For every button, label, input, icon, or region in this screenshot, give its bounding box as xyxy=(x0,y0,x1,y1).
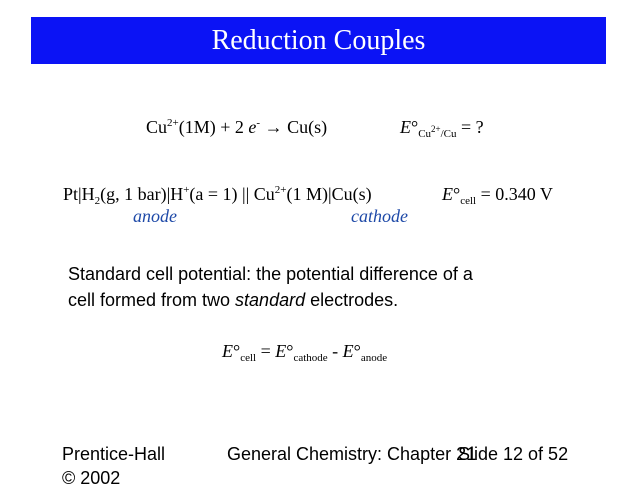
cell-notation: $Pt|H_2(g$, 1 bar)|H+(a = 1) || $Cu^{2+}(1$ M)|Cu(s) xyxy=(63,184,372,207)
definition-line-1: Standard cell potential: the potential difference of a xyxy=(68,264,473,284)
cell-potential-value: $E^\circ_{cell} = 0.340$ V xyxy=(442,184,553,207)
anode-label: anode xyxy=(133,206,177,226)
cell-potential-formula: $E^\circ_{cell} = E^\circ_{cathode} - E^\circ_{anode}$ xyxy=(222,341,388,364)
half-reaction: $Cu^{2+}(1M) + 2$ e- → Cu(s) xyxy=(146,117,328,137)
reduction-potential-query: $E^\circ_{Cu^{2+}/Cu}$ = ? xyxy=(400,117,484,140)
title-banner xyxy=(31,17,606,64)
definition-line-2: cell formed from two standard electrodes. xyxy=(68,290,399,310)
cathode-label: cathode xyxy=(351,206,408,226)
footer-publisher: Prentice-Hall xyxy=(62,444,166,464)
slide-title: Reduction Couples xyxy=(211,25,426,56)
footer-slide-number: Slide 12 of 52 xyxy=(458,444,569,464)
footer-copyright: © 2002 xyxy=(62,468,121,488)
footer-course: General Chemistry: Chapter 21 xyxy=(227,444,477,464)
